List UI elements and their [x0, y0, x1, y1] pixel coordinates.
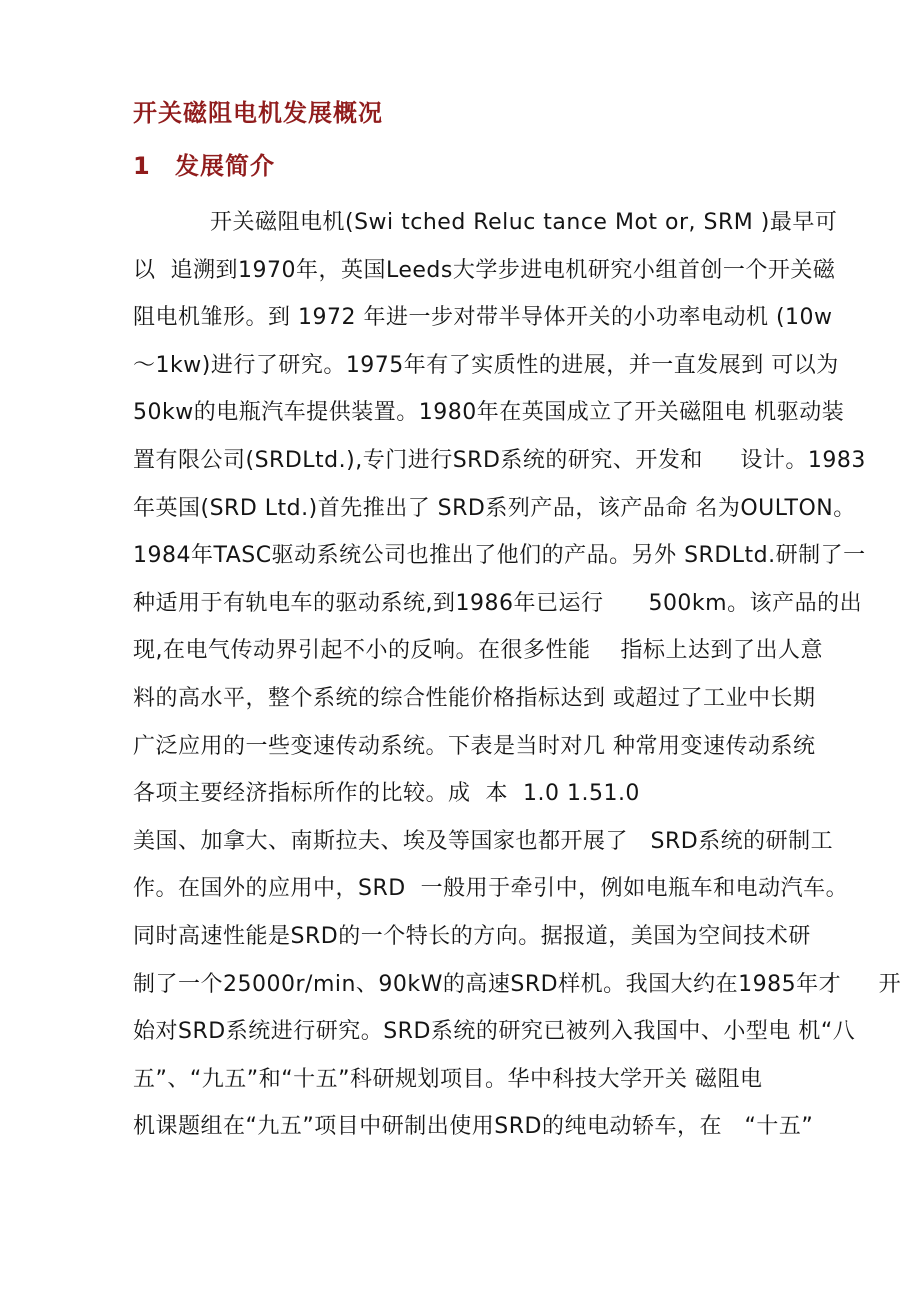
- text-line: 50kw的电瓶汽车提供装置。1980年在英国成立了开关磁阻电 机驱动装: [133, 400, 845, 426]
- text-line: 始对SRD系统进行研究。SRD系统的研究已被列入我国中、小型电 机“八: [133, 1019, 856, 1045]
- text-line: 同时高速性能是SRD的一个特长的方向。据报道，美国为空间技术研: [133, 923, 811, 949]
- text-line: ～1kw)进行了研究。1975年有了实质性的进展，并一直发展到 可以为: [133, 352, 839, 378]
- section-title: 发展简介: [175, 152, 275, 180]
- text-line: 置有限公司(SRDLtd.),专门进行SRD系统的研究、开发和 设计。1983: [133, 447, 866, 473]
- section-number: 1: [133, 152, 151, 180]
- text-line: 年英国(SRD Ltd.)首先推出了 SRD系列产品，该产品命 名为OULTON。: [133, 495, 856, 521]
- text-line: 以 追溯到1970年，英国Leeds大学步进电机研究小组首创一个开关磁: [133, 257, 836, 283]
- text-line: 1984年TASC驱动系统公司也推出了他们的产品。另外 SRDLtd.研制了一: [133, 543, 866, 569]
- text-line: 制了一个25000r/min、90kW的高速SRD样机。我国大约在1985年才 开: [133, 971, 902, 997]
- document-body: [133, 199, 902, 1151]
- document-title: 开关磁阻电机发展概况: [133, 99, 383, 127]
- text-line: 料的高水平，整个系统的综合性能价格指标达到 或超过了工业中长期: [133, 685, 816, 711]
- text-line: 开关磁阻电机(Swi tched Reluc tance Mot or, SRM )最早可: [210, 210, 838, 235]
- text-line: 五”、“九五”和“十五”科研规划项目。华中科技大学开关 磁阻电: [133, 1066, 763, 1092]
- text-line: 作。在国外的应用中，SRD 一般用于牵引中，例如电瓶车和电动汽车。: [133, 876, 849, 902]
- text-line: 机课题组在“九五”项目中研制出使用SRD的纯电动轿车，在 “十五”: [133, 1114, 814, 1140]
- text-line: 各项主要经济指标所作的比较。成 本 1.0 1.51.0: [133, 781, 640, 807]
- text-line: 现,在电气传动界引起不小的反响。在很多性能 指标上达到了出人意: [133, 638, 823, 664]
- text-line: 阻电机雏形。到 1972 年进一步对带半导体开关的小功率电动机 (10w: [133, 305, 833, 331]
- text-line: 美国、加拿大、南斯拉夫、埃及等国家也都开展了 SRD系统的研制工: [133, 828, 834, 854]
- section-heading: [133, 151, 823, 181]
- text-line: 种适用于有轨电车的驱动系统,到1986年已运行 500km。该产品的出: [133, 590, 863, 616]
- text-line: 广泛应用的一些变速传动系统。下表是当时对几 种常用变速传动系统: [133, 733, 816, 759]
- document-content: [133, 98, 902, 1151]
